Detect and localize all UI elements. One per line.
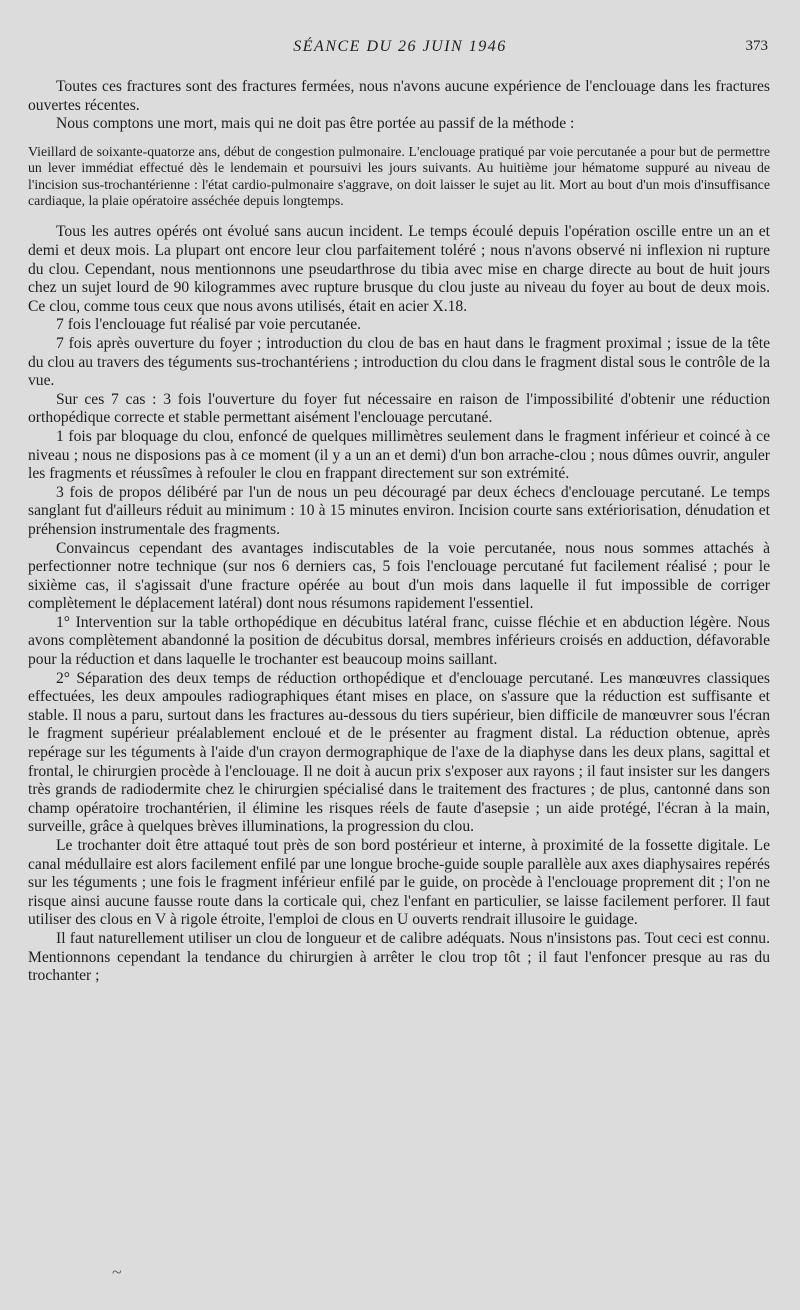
paragraph: 1° Intervention sur la table orthopédique en décubitus latéral franc, cuisse fléchie et en abduction légère. Nous avons complètement abandonné la position de décubitus dorsal, membres inférieurs croisés en adduction, défavorable pour la réduction et dans laquelle le trochanter est beaucoup moins saillant. [28, 613, 770, 669]
paragraph: Le trochanter doit être attaqué tout près de son bord postérieur et interne, à proximité de la fossette digitale. Le canal médullaire est alors facilement enfilé par une longue broche-guide souple parallèle aux axes diaphysaires repérés sur les téguments ; une fois le fragment inférieur enfilé par le guide, on procède à l'enclouage proprement dit ; l'on ne risque ainsi aucune fausse route dans la corticale qui, chez l'enfant en particulier, se laisse facilement perforer. Il faut utiliser des clous en V à rigole étroite, l'emploi de clous en U ouverts rendrait illusoire le guidage. [28, 837, 770, 929]
paragraph: Il faut naturellement utiliser un clou de longueur et de calibre adéquats. Nous n'insistons pas. Tout ceci est connu. Mentionnons cependant la tendance du chirurgien à arrêter le clou trop tôt ; il faut l'enfoncer presque au ras du trochanter ; [28, 929, 770, 985]
paragraph: Tous les autres opérés ont évolué sans aucun incident. Le temps écoulé depuis l'opération oscille entre un an et demi et deux mois. La plupart ont encore leur clou parfaitement toléré ; nous n'avons observé ni inflexion ni rupture du clou. Cependant, nous mentionnons une pseudarthrose du tibia avec mise en charge directe au bout de huit jours chez un sujet lourd de 90 kilogrammes avec rupture brusque du clou juste au niveau du foyer au bout de deux mois. Ce clou, comme tous ceux que nous avons utilisés, était en acier X.18. [28, 223, 770, 315]
running-title: SÉANCE DU 26 JUIN 1946 [293, 38, 507, 55]
paragraph: 3 fois de propos délibéré par l'un de nous un peu découragé par deux échecs d'enclouage percutané. Le temps sanglant fut d'ailleurs réduit au minimum : 10 à 15 minutes environ. Incision courte sans extériorisation, dénudation et préhension instrumentale des fragments. [28, 483, 770, 538]
case-report: Vieillard de soixante-quatorze ans, début de congestion pulmonaire. L'enclouage pratiqué par voie percutanée a pour but de permettre un lever immédiat effectué dès le lendemain et poursuivi les jours suivants. Au huitième jour hématome suppuré au niveau de l'incision sus-trochantérienne : l'état cardio-pulmonaire s'aggrave, on doit laisser le sujet au lit. Mort au bout d'un mois d'insuffisance cardiaque, la plaie opératoire asséchée depuis longtemps. [28, 143, 770, 208]
paragraph: Convaincus cependant des avantages indiscutables de la voie percutanée, nous nous sommes attachés à perfectionner notre technique (sur nos 6 derniers cas, 5 fois l'enclouage percutané fut facilement réalisé ; pour le sixième cas, il s'agissait d'une fracture opérée au bout d'un mois dans laquelle il fut impossible de corriger complètement le déplacement latéral) dont nous résumons rapidement l'essentiel. [28, 539, 770, 613]
page-number: 373 [745, 38, 768, 54]
paragraph: 2° Séparation des deux temps de réduction orthopédique et d'enclouage percutané. Les manœuvres classiques effectuées, les deux ampoules radiographiques étant mises en place, on s'assure que la réduction est suffisante et stable. Il nous a paru, surtout dans les fractures au-dessous du tiers supérieur, bien difficile de manœuvrer sous l'écran le fragment supérieur préalablement encloué et de le présenter au fragment distal. La réduction obtenue, après repérage sur les téguments à l'aide d'un crayon dermographique de l'axe de la diaphyse dans les deux plans, sagittal et frontal, le chirurgien procède à l'enclouage. Il ne doit à aucun prix s'exposer aux rayons ; il faut insister sur les dangers très grands de radiodermite chez le chirurgien spécialisé dans le traitement des fractures ; de plus, cantonné dans son champ opératoire trochantérien, il élimine les risques réels de faute d'asepsie ; un aide protégé, l'écran à la main, surveille, grâce à quelques brèves illuminations, la progression du clou. [28, 669, 770, 836]
scan-mark: ~ [112, 1262, 122, 1282]
page-header [0, 34, 800, 64]
body-text [28, 78, 770, 986]
paragraph: Toutes ces fractures sont des fractures fermées, nous n'avons aucune expérience de l'enclouage dans les fractures ouvertes récentes. [28, 78, 770, 114]
paragraph: 7 fois après ouverture du foyer ; introduction du clou de bas en haut dans le fragment proximal ; issue de la tête du clou au travers des téguments sus-trochantériens ; introduction du clou dans le fragment distal sous le contrôle de la vue. [28, 334, 770, 390]
paragraph: Nous comptons une mort, mais qui ne doit pas être portée au passif de la méthode : [56, 115, 575, 133]
paragraph: 7 fois l'enclouage fut réalisé par voie percutanée. [56, 316, 362, 334]
paragraph: Sur ces 7 cas : 3 fois l'ouverture du foyer fut nécessaire en raison de l'impossibilité d'obtenir une réduction orthopédique correcte et stable permettant aisément l'enclouage percutané. [28, 390, 770, 427]
paragraph: 1 fois par bloquage du clou, enfoncé de quelques millimètres seulement dans le fragment inférieur et coincé à ce niveau ; nous ne disposions pas à ce moment (il y a un an et demi) d'un bon arrache-clou ; nous dûmes ouvrir, anguler les fragments et réussîmes à refouler le clou en frappant directement sur son extrémité. [28, 427, 770, 483]
